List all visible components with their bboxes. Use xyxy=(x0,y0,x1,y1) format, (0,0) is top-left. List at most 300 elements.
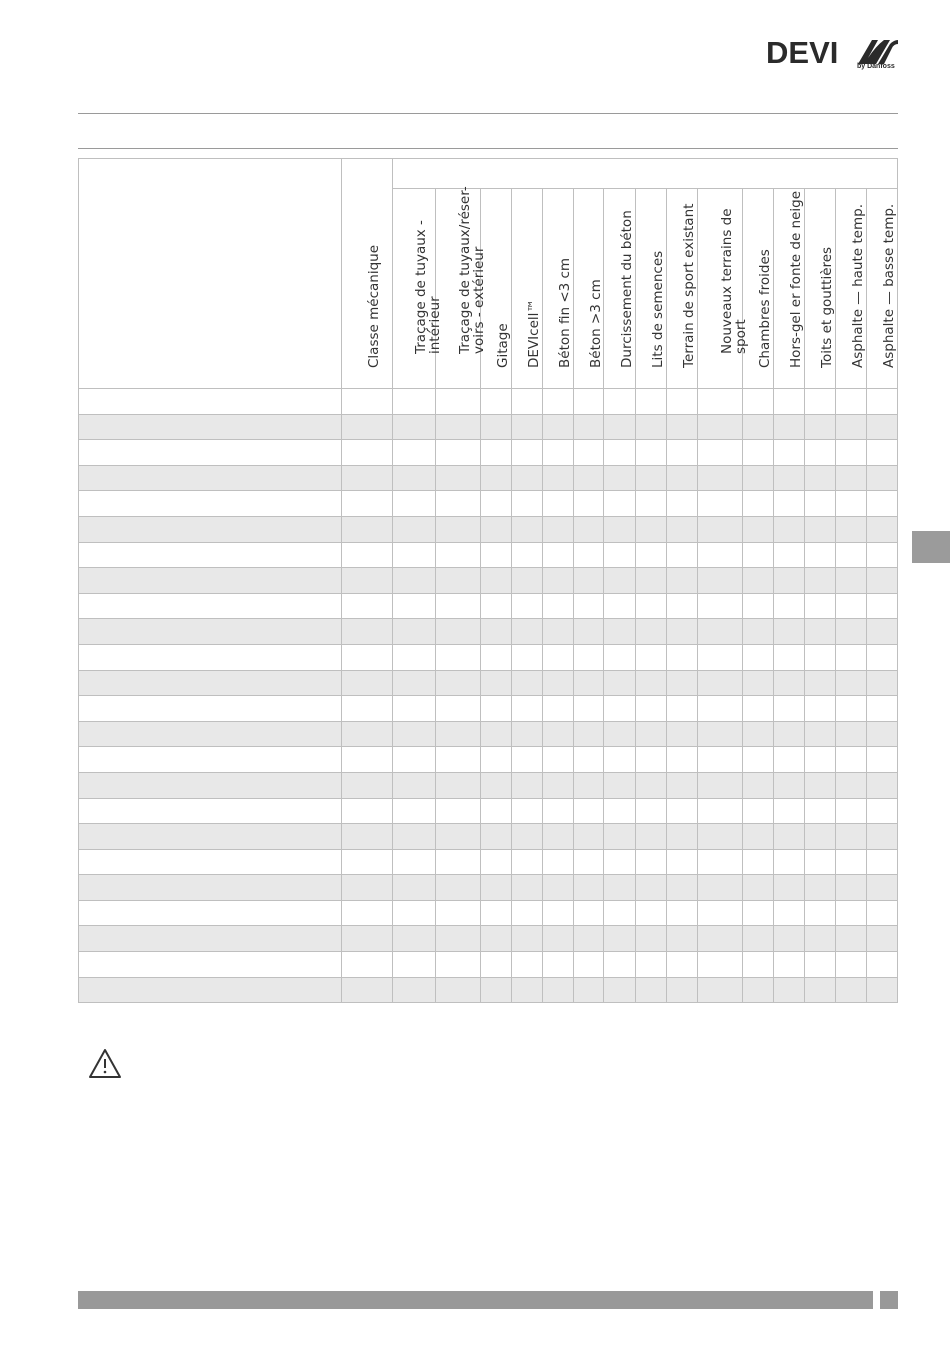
application-cell xyxy=(574,747,604,773)
application-cell xyxy=(481,670,512,696)
application-cell xyxy=(805,491,836,517)
application-cell xyxy=(436,465,481,491)
application-cell xyxy=(836,772,867,798)
application-cell xyxy=(667,542,698,568)
application-cell xyxy=(574,824,604,850)
table-row xyxy=(79,670,898,696)
application-cell xyxy=(836,568,867,594)
application-cell xyxy=(836,593,867,619)
application-cell xyxy=(774,952,805,978)
column-header xyxy=(636,189,667,389)
application-cell xyxy=(836,900,867,926)
application-cell xyxy=(698,747,743,773)
application-cell xyxy=(481,568,512,594)
column-header-label: Traçage de tuyaux - intérieur xyxy=(413,220,443,354)
application-cell xyxy=(743,824,774,850)
application-cell xyxy=(698,849,743,875)
application-cell xyxy=(836,440,867,466)
product-cell xyxy=(79,516,342,542)
mech-class-cell xyxy=(342,772,393,798)
application-cell xyxy=(836,542,867,568)
application-cell xyxy=(481,824,512,850)
application-cell xyxy=(805,568,836,594)
application-cell xyxy=(836,516,867,542)
application-cell xyxy=(743,593,774,619)
mech-class-cell xyxy=(342,414,393,440)
application-cell xyxy=(698,824,743,850)
application-cell xyxy=(667,644,698,670)
application-cell xyxy=(512,875,543,901)
application-cell xyxy=(512,619,543,645)
application-cell xyxy=(836,926,867,952)
application-cell xyxy=(743,721,774,747)
column-header xyxy=(698,189,749,389)
application-cell xyxy=(481,389,512,415)
application-cell xyxy=(774,926,805,952)
application-cell xyxy=(481,644,512,670)
application-cell xyxy=(393,721,436,747)
application-cell xyxy=(436,772,481,798)
application-cell xyxy=(604,542,636,568)
application-cell xyxy=(436,389,481,415)
column-header xyxy=(836,189,867,389)
application-cell xyxy=(698,414,743,440)
column-header xyxy=(743,189,774,389)
application-cell xyxy=(512,747,543,773)
table-row xyxy=(79,772,898,798)
application-cell xyxy=(774,875,805,901)
product-cell xyxy=(79,670,342,696)
table-row xyxy=(79,414,898,440)
application-cell xyxy=(636,900,667,926)
application-cell xyxy=(636,414,667,440)
application-cell xyxy=(867,696,898,722)
table-row xyxy=(79,875,898,901)
application-cell xyxy=(743,696,774,722)
application-cell xyxy=(512,696,543,722)
column-header-label: Béton fin <3 cm xyxy=(557,257,573,368)
application-cell xyxy=(543,644,574,670)
application-cell xyxy=(774,696,805,722)
application-cell xyxy=(805,440,836,466)
application-cell xyxy=(698,875,743,901)
application-cell xyxy=(805,952,836,978)
application-cell xyxy=(836,696,867,722)
application-cell xyxy=(393,389,436,415)
column-header-label: Terrain de sport existant xyxy=(681,203,697,368)
application-cell xyxy=(604,619,636,645)
application-cell xyxy=(604,568,636,594)
application-cell xyxy=(636,721,667,747)
application-cell xyxy=(481,542,512,568)
product-cell xyxy=(79,747,342,773)
application-cell xyxy=(774,747,805,773)
application-cell xyxy=(667,440,698,466)
application-cell xyxy=(512,568,543,594)
application-cell xyxy=(636,824,667,850)
application-cell xyxy=(604,414,636,440)
application-cell xyxy=(836,747,867,773)
application-cell xyxy=(436,670,481,696)
application-cell xyxy=(543,772,574,798)
application-cell xyxy=(805,772,836,798)
application-cell xyxy=(574,491,604,517)
application-cell xyxy=(393,440,436,466)
application-cell xyxy=(543,747,574,773)
application-cell xyxy=(574,952,604,978)
application-cell xyxy=(805,798,836,824)
application-cell xyxy=(481,593,512,619)
application-cell xyxy=(836,798,867,824)
column-header-label: Lits de semences xyxy=(650,250,666,368)
application-cell xyxy=(636,926,667,952)
application-cell xyxy=(743,568,774,594)
table-row xyxy=(79,593,898,619)
application-cell xyxy=(774,465,805,491)
column-header-label: Gitage xyxy=(495,323,511,368)
table-row xyxy=(79,491,898,517)
application-cell xyxy=(805,849,836,875)
application-cell xyxy=(604,772,636,798)
application-cell xyxy=(512,670,543,696)
application-cell xyxy=(436,849,481,875)
application-cell xyxy=(393,977,436,1003)
application-cell xyxy=(774,542,805,568)
application-cell xyxy=(636,798,667,824)
application-cell xyxy=(836,824,867,850)
application-cell xyxy=(867,977,898,1003)
application-cell xyxy=(667,952,698,978)
application-cell xyxy=(393,414,436,440)
application-cell xyxy=(636,619,667,645)
application-cell xyxy=(805,977,836,1003)
application-cell xyxy=(805,644,836,670)
application-cell xyxy=(636,440,667,466)
application-cell xyxy=(393,670,436,696)
warning-icon xyxy=(88,1047,122,1081)
application-cell xyxy=(867,414,898,440)
column-header-label: Hors-gel er fonte de neige xyxy=(788,190,804,368)
mech-class-cell xyxy=(342,568,393,594)
column-header xyxy=(574,189,604,389)
application-cell xyxy=(481,772,512,798)
application-cell xyxy=(774,516,805,542)
application-cell xyxy=(836,977,867,1003)
application-cell xyxy=(481,516,512,542)
application-cell xyxy=(805,926,836,952)
application-cell xyxy=(867,849,898,875)
application-cell xyxy=(805,900,836,926)
application-cell xyxy=(574,977,604,1003)
application-cell xyxy=(481,465,512,491)
mech-class-cell xyxy=(342,593,393,619)
application-cell xyxy=(774,568,805,594)
table-row xyxy=(79,696,898,722)
application-cell xyxy=(867,619,898,645)
application-cell xyxy=(543,542,574,568)
mech-class-cell xyxy=(342,798,393,824)
application-cell xyxy=(867,875,898,901)
product-cell xyxy=(79,772,342,798)
application-cell xyxy=(698,440,743,466)
application-cell xyxy=(698,644,743,670)
mech-class-cell xyxy=(342,542,393,568)
application-cell xyxy=(543,952,574,978)
application-cell xyxy=(743,670,774,696)
product-cell xyxy=(79,875,342,901)
application-cell xyxy=(836,465,867,491)
application-cell xyxy=(543,875,574,901)
application-cell xyxy=(667,670,698,696)
application-cell xyxy=(836,875,867,901)
application-cell xyxy=(667,389,698,415)
application-cell xyxy=(481,900,512,926)
application-cell xyxy=(698,696,743,722)
application-cell xyxy=(543,926,574,952)
application-cell xyxy=(393,952,436,978)
brand-name: DEVI xyxy=(766,35,839,70)
product-cell xyxy=(79,644,342,670)
application-cell xyxy=(512,772,543,798)
application-cell xyxy=(805,875,836,901)
application-cell xyxy=(436,414,481,440)
application-cell xyxy=(393,798,436,824)
application-cell xyxy=(836,619,867,645)
application-cell xyxy=(604,798,636,824)
application-cell xyxy=(867,824,898,850)
application-cell xyxy=(774,414,805,440)
application-cell xyxy=(543,670,574,696)
application-cell xyxy=(867,491,898,517)
application-cell xyxy=(393,465,436,491)
application-cell xyxy=(393,772,436,798)
application-cell xyxy=(743,491,774,517)
product-header-cell xyxy=(79,159,342,389)
application-cell xyxy=(512,798,543,824)
application-cell xyxy=(574,721,604,747)
application-cell xyxy=(805,414,836,440)
application-cell xyxy=(481,926,512,952)
application-cell xyxy=(574,849,604,875)
application-cell xyxy=(604,670,636,696)
application-cell xyxy=(512,491,543,517)
application-cell xyxy=(574,593,604,619)
application-cell xyxy=(774,900,805,926)
product-cell xyxy=(79,721,342,747)
product-cell xyxy=(79,696,342,722)
application-cell xyxy=(512,824,543,850)
application-cell xyxy=(836,414,867,440)
application-cell xyxy=(836,491,867,517)
application-cell xyxy=(743,516,774,542)
application-cell xyxy=(667,747,698,773)
application-cell xyxy=(574,900,604,926)
product-cell xyxy=(79,465,342,491)
application-cell xyxy=(743,926,774,952)
application-cell xyxy=(698,389,743,415)
application-cell xyxy=(636,491,667,517)
application-cell xyxy=(805,670,836,696)
application-cell xyxy=(512,900,543,926)
application-cell xyxy=(512,849,543,875)
application-cell xyxy=(698,568,743,594)
column-header xyxy=(805,189,836,389)
mech-class-cell xyxy=(342,465,393,491)
column-header xyxy=(543,189,574,389)
application-cell xyxy=(543,389,574,415)
application-cell xyxy=(393,696,436,722)
application-cell xyxy=(774,593,805,619)
application-cell xyxy=(436,696,481,722)
application-cell xyxy=(604,875,636,901)
product-cell xyxy=(79,900,342,926)
product-cell xyxy=(79,849,342,875)
table-row xyxy=(79,516,898,542)
column-header xyxy=(867,189,898,389)
application-cell xyxy=(393,593,436,619)
application-cell xyxy=(743,772,774,798)
application-cell xyxy=(867,516,898,542)
application-cell xyxy=(512,977,543,1003)
column-header xyxy=(481,189,512,389)
application-cell xyxy=(574,696,604,722)
application-cell xyxy=(543,696,574,722)
application-cell xyxy=(543,619,574,645)
application-cell xyxy=(667,568,698,594)
mech-class-cell xyxy=(342,926,393,952)
application-cell xyxy=(867,926,898,952)
application-cell xyxy=(604,465,636,491)
application-cell xyxy=(543,824,574,850)
application-cell xyxy=(393,900,436,926)
application-cell xyxy=(698,542,743,568)
application-cell xyxy=(774,824,805,850)
application-cell xyxy=(698,952,743,978)
application-cell xyxy=(574,875,604,901)
application-cell xyxy=(867,593,898,619)
mech-class-cell xyxy=(342,747,393,773)
brand-logo xyxy=(766,36,900,76)
product-cell xyxy=(79,824,342,850)
mech-class-cell xyxy=(342,696,393,722)
application-cell xyxy=(604,900,636,926)
application-cell xyxy=(836,389,867,415)
application-cell xyxy=(836,849,867,875)
application-cell xyxy=(574,414,604,440)
table-row xyxy=(79,542,898,568)
application-cell xyxy=(698,926,743,952)
product-cell xyxy=(79,619,342,645)
application-cell xyxy=(543,900,574,926)
application-cell xyxy=(774,798,805,824)
application-cell xyxy=(436,900,481,926)
application-cell xyxy=(436,542,481,568)
application-cell xyxy=(436,747,481,773)
application-cell xyxy=(805,747,836,773)
application-cell xyxy=(543,849,574,875)
application-cell xyxy=(481,952,512,978)
application-cell xyxy=(867,644,898,670)
application-cell xyxy=(743,977,774,1003)
column-header xyxy=(667,189,698,389)
application-cell xyxy=(774,977,805,1003)
application-cell xyxy=(867,465,898,491)
application-cell xyxy=(805,389,836,415)
application-cell xyxy=(836,670,867,696)
application-cell xyxy=(667,926,698,952)
application-cell xyxy=(805,696,836,722)
application-cell xyxy=(604,849,636,875)
application-cell xyxy=(698,593,743,619)
application-cell xyxy=(636,389,667,415)
column-header-label: Toits et gouttières xyxy=(819,246,835,368)
application-cell xyxy=(636,747,667,773)
application-cell xyxy=(436,516,481,542)
application-cell xyxy=(481,875,512,901)
product-cell xyxy=(79,568,342,594)
header-rule-top xyxy=(78,113,898,114)
application-cell xyxy=(543,721,574,747)
table-row xyxy=(79,824,898,850)
application-cell xyxy=(436,798,481,824)
application-cell xyxy=(481,414,512,440)
application-cell xyxy=(574,670,604,696)
application-cell xyxy=(604,593,636,619)
application-cell xyxy=(393,747,436,773)
application-cell xyxy=(604,926,636,952)
application-cell xyxy=(512,414,543,440)
application-cell xyxy=(436,568,481,594)
application-cell xyxy=(436,721,481,747)
application-cell xyxy=(636,568,667,594)
application-cell xyxy=(512,389,543,415)
application-cell xyxy=(867,798,898,824)
application-cell xyxy=(512,721,543,747)
application-cell xyxy=(604,696,636,722)
application-cell xyxy=(604,516,636,542)
application-cell xyxy=(774,644,805,670)
application-cell xyxy=(604,389,636,415)
application-cell xyxy=(774,389,805,415)
application-cell xyxy=(805,593,836,619)
application-cell xyxy=(743,900,774,926)
application-cell xyxy=(393,926,436,952)
application-cell xyxy=(774,491,805,517)
application-cell xyxy=(574,465,604,491)
application-cell xyxy=(393,824,436,850)
column-header xyxy=(393,189,443,389)
application-cell xyxy=(393,619,436,645)
mech-class-cell xyxy=(342,644,393,670)
footer-bar xyxy=(78,1291,873,1309)
product-cell xyxy=(79,926,342,952)
application-cell xyxy=(667,414,698,440)
application-cell xyxy=(574,568,604,594)
page-number-box xyxy=(880,1291,898,1309)
application-cell xyxy=(512,465,543,491)
mech-class-cell xyxy=(342,824,393,850)
application-cell xyxy=(543,465,574,491)
table-row xyxy=(79,977,898,1003)
application-cell xyxy=(743,798,774,824)
application-cell xyxy=(481,798,512,824)
mech-class-cell xyxy=(342,389,393,415)
application-cell xyxy=(604,721,636,747)
application-cell xyxy=(636,670,667,696)
application-cell xyxy=(698,516,743,542)
product-cell xyxy=(79,414,342,440)
application-cell xyxy=(774,670,805,696)
